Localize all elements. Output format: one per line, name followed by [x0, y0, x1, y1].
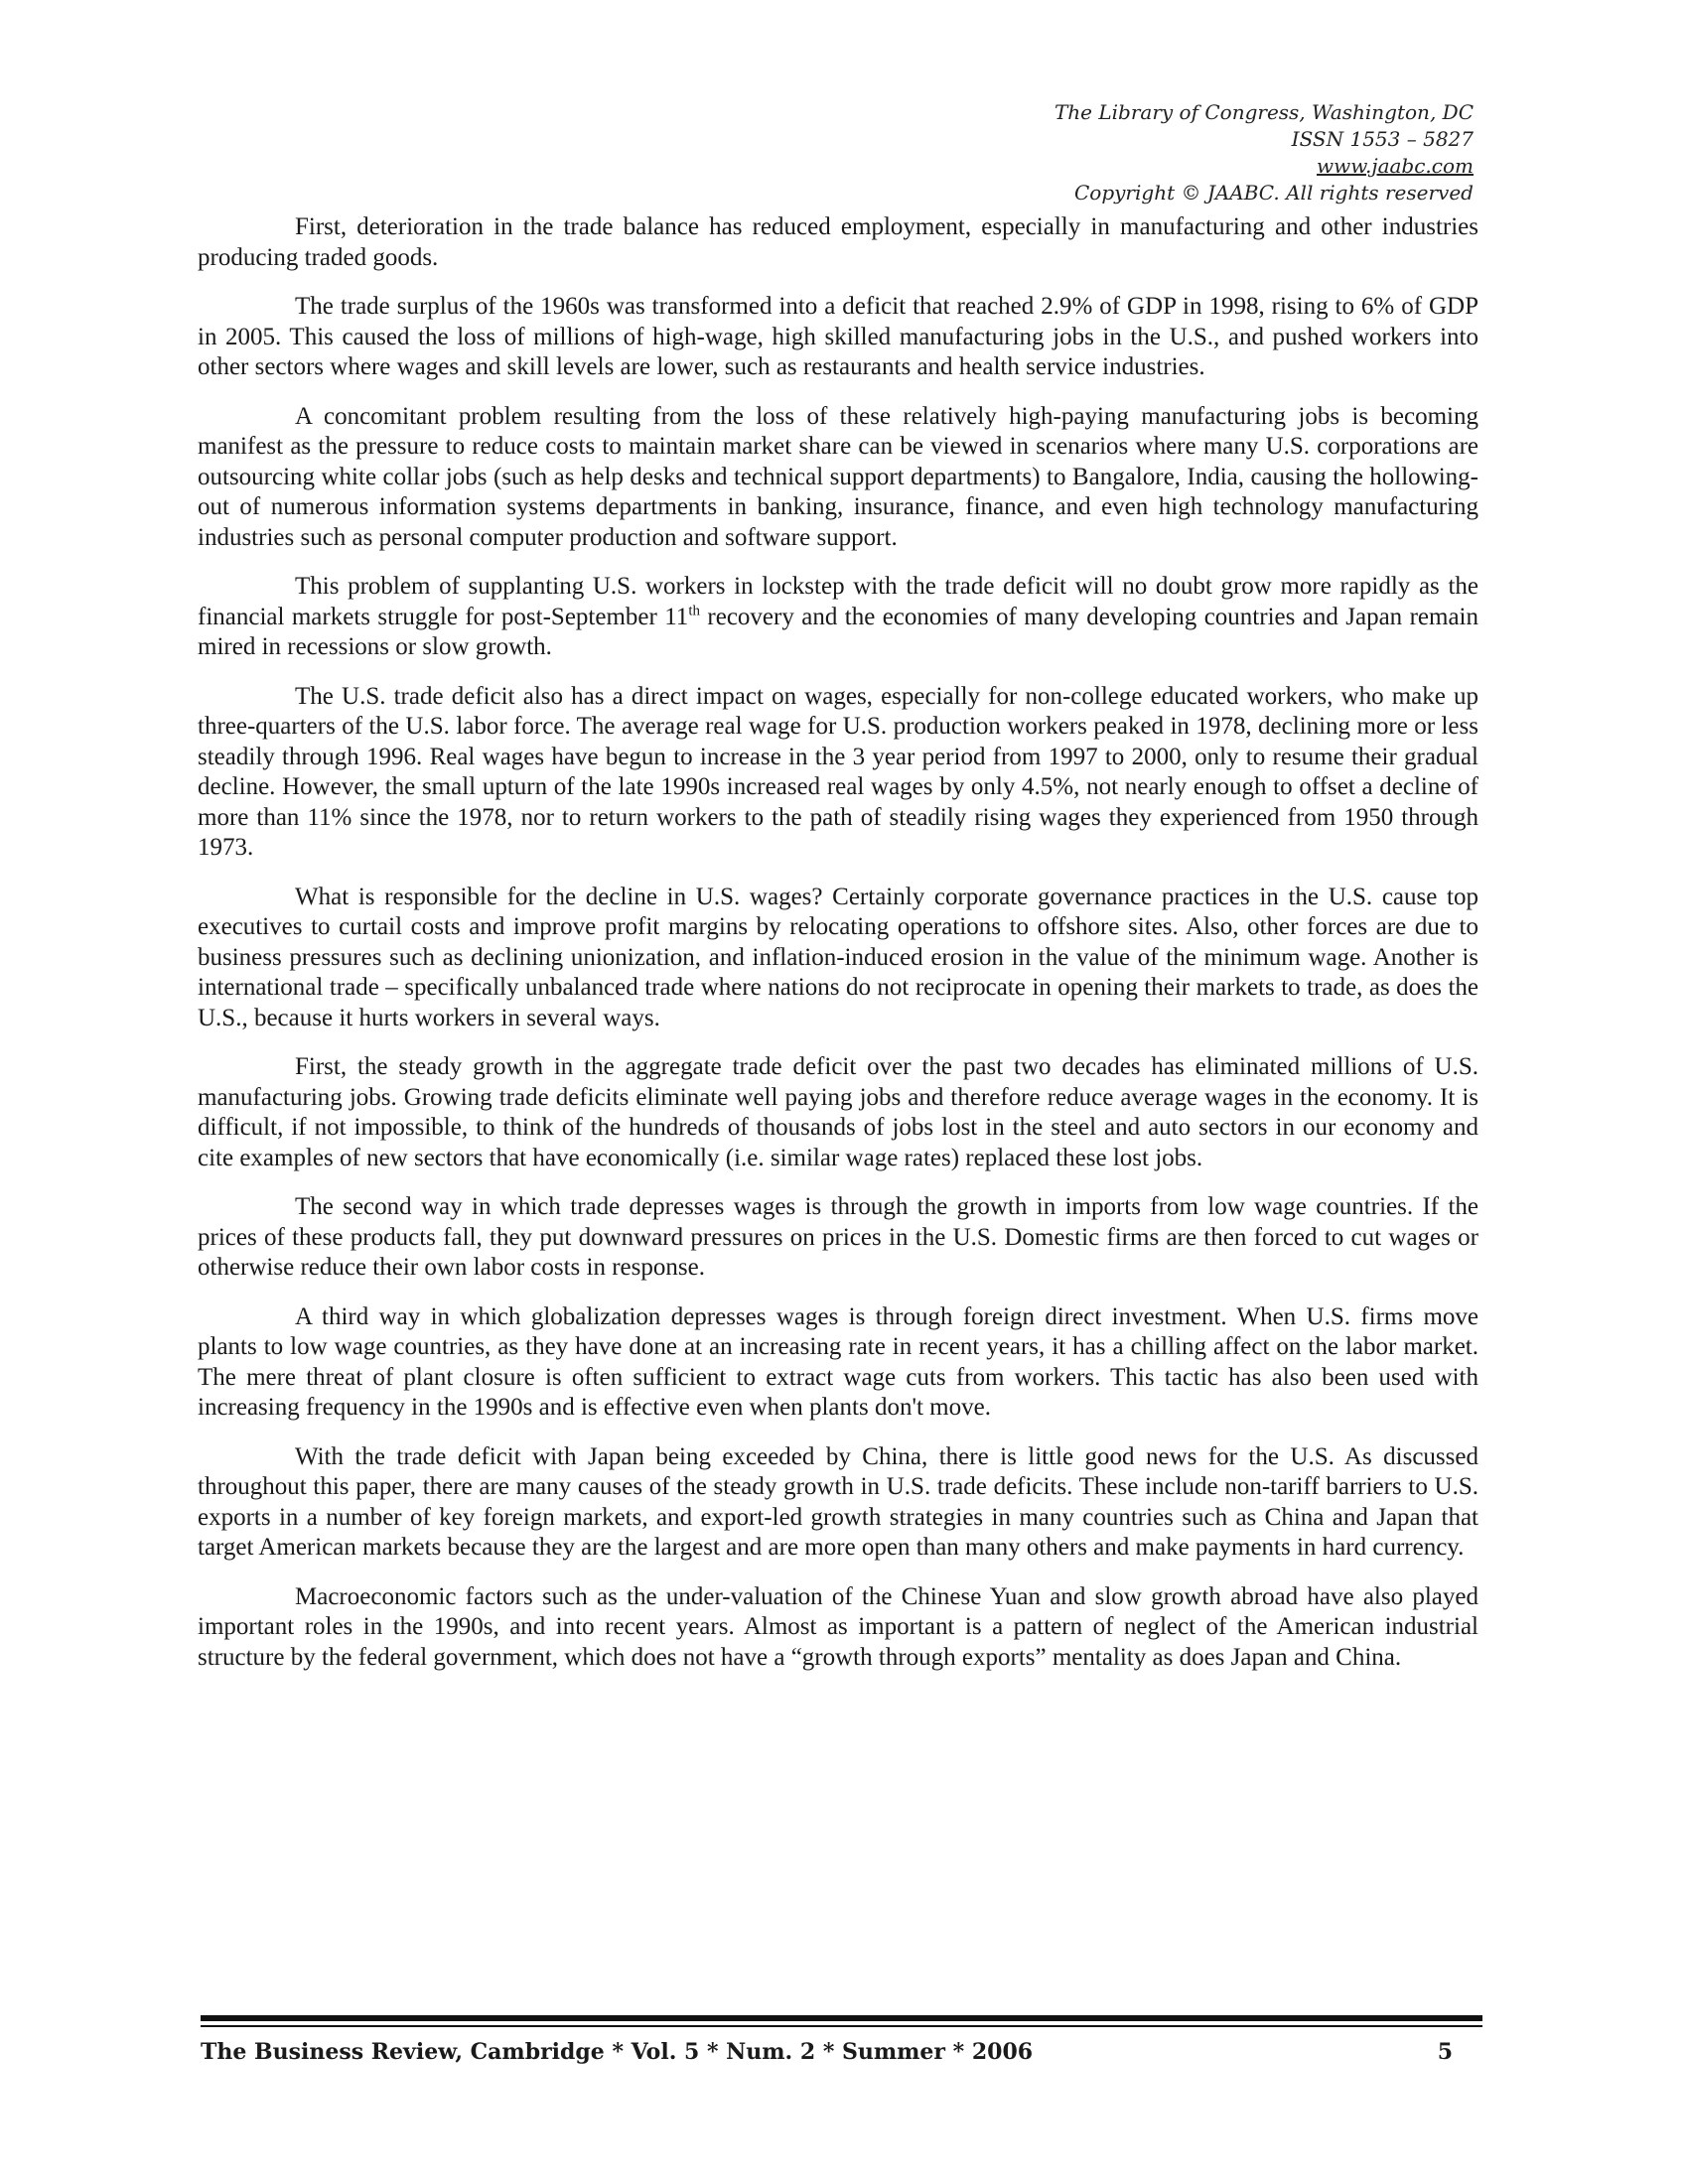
- header-library-line: The Library of Congress, Washington, DC: [1054, 100, 1474, 124]
- journal-header: [1055, 99, 1474, 206]
- paragraph: What is responsible for the decline in U.S. wages? Certainly corporate governance practices in the U.S. cause top executives to curtail costs and improve profit margins by relocating operations to offshore sites. Also, other forces are due to business pressures such as declining unionization, and inflation-induced erosion in the value of the minimum wage. Another is international trade – specifically unbalanced trade where nations do not reciprocate in opening their markets to trade, as does the U.S., because it hurts workers in several ways.: [198, 883, 1478, 1031]
- paragraph: First, deterioration in the trade balance has reduced employment, especially in manufacturing and other industries producing traded goods.: [198, 213, 1478, 271]
- paragraph: A third way in which globalization depresses wages is through foreign direct investment. When U.S. firms move plants to low wage countries, as they have done at an increasing rate in recent years, it has a chilling affect on the labor market. The mere threat of plant closure is often sufficient to extract wage cuts from workers. This tactic has also been used with increasing frequency in the 1990s and is effective even when plants don't move.: [198, 1302, 1478, 1421]
- paragraph: First, the steady growth in the aggregate trade deficit over the past two decades has eliminated millions of U.S. manufacturing jobs. Growing trade deficits eliminate well paying jobs and therefore reduce average wages in the economy. It is difficult, if not impossible, to think of the hundreds of thousands of jobs lost in the steel and auto sectors in our economy and cite examples of new sectors that have economically (i.e. similar wage rates) replaced these lost jobs.: [198, 1053, 1478, 1171]
- ordinal-superscript: th: [688, 603, 700, 619]
- paragraph: With the trade deficit with Japan being exceeded by China, there is little good news for the U.S. As discussed throughout this paper, there are many causes of the steady growth in U.S. trade deficits. These include non-tariff barriers to U.S. exports in a number of key foreign markets, and export-led growth strategies in many countries such as China and Japan that target American markets because they are the largest and are more open than many others and make payments in hard currency.: [198, 1442, 1478, 1561]
- paragraph: A concomitant problem resulting from the loss of these relatively high-paying manufacturing jobs is becoming manifest as the pressure to reduce costs to maintain market share can be viewed in scenarios where many U.S. corporations are outsourcing white collar jobs (such as help desks and technical support departments) to Bangalore, India, causing the hollowing-out of numerous information systems departments in banking, insurance, finance, and even high technology manufacturing industries such as personal computer production and software support.: [198, 402, 1478, 551]
- paragraph: The trade surplus of the 1960s was transformed into a deficit that reached 2.9% of GDP in 1998, rising to 6% of GDP in 2005. This caused the loss of millions of high-wage, high skilled manufacturing jobs in the U.S., and pushed workers into other sectors where wages and skill levels are lower, such as restaurants and health service industries.: [198, 293, 1478, 380]
- paragraph: The U.S. trade deficit also has a direct impact on wages, especially for non-college educated workers, who make up three-quarters of the U.S. labor force. The average real wage for U.S. production workers peaked in 1978, declining more or less steadily through 1996. Real wages have begun to increase in the 3 year period from 1997 to 2000, only to resume their gradual decline. However, the small upturn of the late 1990s increased real wages by only 4.5%, not nearly enough to offset a decline of more than 11% since the 1978, nor to return workers to the path of steadily rising wages they experienced from 1950 through 1973.: [198, 682, 1478, 861]
- header-issn-line: ISSN 1553 – 5827: [1291, 127, 1474, 151]
- footer-rule-thin: [201, 2025, 1482, 2027]
- paragraph: Macroeconomic factors such as the under-valuation of the Chinese Yuan and slow growth abroad have also played important roles in the 1990s, and into recent years. Almost as important is a pattern of neglect of the American industrial structure by the federal government, which does not have a “growth through exports” mentality as does Japan and China.: [198, 1582, 1478, 1671]
- paragraph-text-after: recovery and the economies of many developing countries and Japan remain mired in recessions or slow growth.: [198, 603, 1478, 660]
- footer-journal-citation: The Business Review, Cambridge * Vol. 5 * Num. 2 * Summer * 2006: [201, 2039, 1034, 2065]
- paragraph: The second way in which trade depresses wages is through the growth in imports from low wage countries. If the prices of these products fall, they put downward pressures on prices in the U.S. Domestic firms are then forced to cut wages or otherwise reduce their own labor costs in response.: [198, 1193, 1478, 1281]
- footer-rule-thick: [201, 2015, 1482, 2021]
- article-body: [198, 212, 1478, 1692]
- paragraph: [198, 572, 1478, 663]
- header-website-link[interactable]: www.jaabc.com: [1317, 154, 1474, 178]
- header-copyright-line: Copyright © JAABC. All rights reserved: [1073, 181, 1474, 205]
- paragraph-text-before: This problem of supplanting U.S. workers in lockstep with the trade deficit will no doubt grow more rapidly as the financial markets struggle for post-September 11: [198, 573, 1478, 630]
- page-number: 5: [1437, 2039, 1453, 2065]
